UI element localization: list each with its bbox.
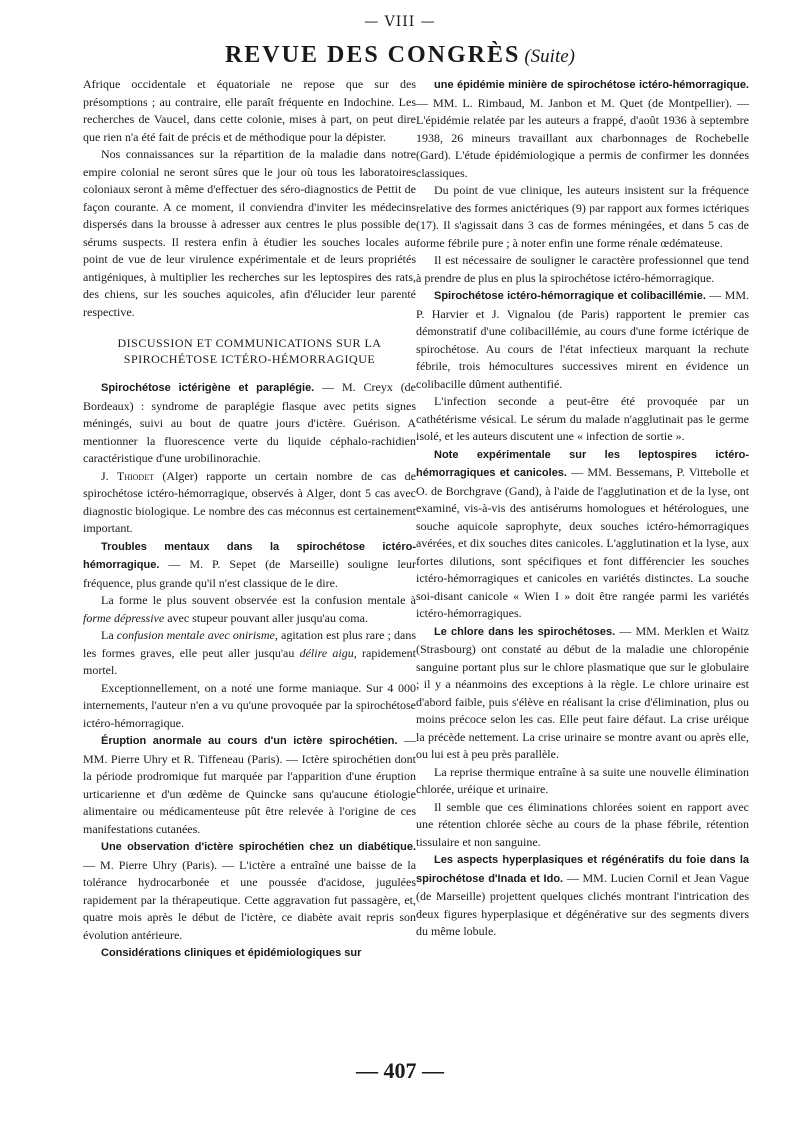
communication-author: — MM. P. Harvier et J. Vignalou bbox=[416, 288, 749, 321]
right-column bbox=[416, 76, 749, 941]
paragraph-text: La bbox=[101, 628, 114, 642]
communication-entry bbox=[416, 623, 749, 764]
communication-author: — M. P. Sepet bbox=[168, 557, 257, 571]
section-heading-line: DISCUSSION ET COMMUNICATIONS SUR LA bbox=[117, 336, 382, 350]
communication-entry bbox=[83, 538, 416, 593]
paragraph-text: avec stupeur pouvant aller jusqu'au coma. bbox=[167, 610, 368, 625]
paragraph bbox=[83, 468, 416, 538]
communication-entry bbox=[416, 287, 749, 393]
suite-label: (Suite) bbox=[524, 46, 576, 67]
italic-phrase: confusion mentale avec onirisme, bbox=[116, 628, 278, 642]
paragraph: Du point de vue clinique, les auteurs insistent sur la fréquence relative des formes anictériques (9) par rapport aux formes ictériques (17). Il s'agissait dans 3 cas de formes méningées, et dans 5 cas de forme fébrile pure ; à noter enfin une forme rénale œdémateuse. bbox=[416, 183, 749, 250]
communication-entry bbox=[416, 446, 749, 623]
communication-entry bbox=[83, 944, 416, 963]
communication-author: — MM. Bessemans, P. Vittebolle et O. de Borchgrave bbox=[416, 465, 749, 498]
communication-title: Troubles mentaux dans la spirochétose ictéro-hémorragique. bbox=[83, 540, 416, 571]
communication-text: (Strasbourg) ont constaté au début de la maladie une chloropénie sanguine portant plus sur le chlore plasmatique que sur le globulaire ; il y a néanmoins des exceptions à la règle. Le chlore urinaire est d'abord faible, puis s'élève en réalisant la crise d'élimination, plus ou moins précoce selon les cas. Elle peut faire défaut. La crise uréique la précède nettement. La crise urinaire se montre avant ou après elle, ou lui est à peu près parallèle. bbox=[416, 642, 749, 761]
communication-title: Note expérimentale sur les leptospires ictéro-hémorragiques et canicoles. bbox=[416, 448, 749, 479]
communication-title: Le chlore dans les spirochétoses. bbox=[434, 625, 616, 638]
communication-text: (de Marseille) souligne leur fréquence, plus grande qu'il n'est classique de le dire. bbox=[83, 557, 416, 590]
communication-author: — MM. L. Rimbaud, M. Janbon et M. Quet bbox=[416, 95, 644, 110]
paragraph-text: (Alger) rapporte un certain nombre de cas de spirochétose ictéro-hémorragique, observés à Alger, dont 5 cas avec diagnostic biologique. Le nombre des cas méconnus est certainement important. bbox=[83, 468, 416, 535]
paragraph-text: La forme le plus souvent observée est la confusion mentale à bbox=[101, 593, 416, 607]
communication-title: Éruption anormale au cours d'un ictère spirochétien. bbox=[101, 735, 398, 747]
paragraph bbox=[83, 627, 416, 680]
communication-entry bbox=[416, 851, 749, 941]
communication-title: Une observation d'ictère spirochétien chez un diabétique. bbox=[101, 841, 416, 853]
communication-text: (de Paris) rapportent le premier cas démonstratif d'une colibacillémie, au cours d'une forme ictérique de spirochétose. Au cours de l'état infectieux marquant la rechute fébrile, trois hémocultures successives mirent en évidence un colibacille dûment authentifié. bbox=[416, 306, 749, 391]
communication-text: (Paris). — L'ictère a entraîné une baisse de la tolérance hydrocarbonée et une poussée d'acidose, jugulées rapidement par la thérapeutique. Cette aggravation fut passagère, et, quatre mois après le début de l'ictère, ce diabète avait repris son évolution antérieure. bbox=[83, 857, 417, 942]
communication-author: — MM. Lucien Cornil et Jean Vague bbox=[566, 870, 750, 885]
paragraph: Afrique occidentale et équatoriale ne repose que sur des présomptions ; au contraire, elle paraît fréquente en Indochine. Les recherches de Vaucel, dans cette colonie, mises à part, on peut dire que rien n'a été fait de précis et de méthodique pour la dépister. bbox=[83, 77, 416, 144]
communication-entry bbox=[83, 379, 416, 468]
page-roman-number: — VIII — bbox=[364, 14, 436, 30]
paragraph-text: agitation est plus rare ; dans les formes graves, elle peut aller jusqu'au bbox=[83, 628, 416, 660]
communication-entry bbox=[83, 838, 416, 944]
communication-entry bbox=[83, 732, 416, 838]
paragraph: Il est nécessaire de souligner le caractère professionnel que tend à prendre de plus en plus la spirochétose ictéro-hémorragique. bbox=[416, 253, 749, 285]
communication-text: (Gand), à l'aide de l'agglutination et de la lyse, ont examiné, vis-à-vis des antisérums homologues et hétérologues, une souche aquicole saprophyte, deux souches ictéro-hémorragiques avérées, et dix souches dites canicoles. L'agglutination et la lyse, aux fortes dilutions, sont spécifiques et font différencier les souches ictéro-hémorragiques et canicoles en variétés distinctes. La souche soi-disant canicole « Wien I » doit être rangée parmi les variétés ictéro-hémorragiques. bbox=[416, 483, 750, 620]
italic-phrase: forme dépressive bbox=[83, 610, 165, 625]
communication-title: une épidémie minière de spirochétose ictéro-hémorragique. bbox=[434, 79, 749, 91]
communication-title: Considérations cliniques et épidémiologiques sur bbox=[101, 947, 362, 959]
communication-author: — MM. Merklen et Waitz bbox=[619, 623, 750, 638]
communication-text: (Paris). — Ictère spirochétien dont la période prodromique fut marquée par l'apparition d'une éruption urticarienne et d'un œdème de Quincke sans qu'aucune étiologie alimentaire ou médicamenteuse pût être relevée à l'origine de ces manifestations cutanées. bbox=[83, 751, 416, 836]
paragraph bbox=[83, 592, 416, 627]
section-heading bbox=[83, 335, 416, 367]
communication-entry bbox=[416, 76, 749, 182]
communication-text: (de Bordeaux) : syndrome de paraplégie flasque avec petits signes méningés, suivi au bout de quatre jours d'ictère. Guérison. A mentionner la fluorescence verte du liquide céphalo-rachidien caractéristique d'une urobilinorachie. bbox=[83, 380, 417, 465]
journal-section-title: REVUE DES CONGRÈS bbox=[224, 42, 521, 68]
section-heading-line: SPIROCHÉTOSE ICTÉRO-HÉMORRAGIQUE bbox=[123, 352, 376, 366]
paragraph: Nos connaissances sur la répartition de la maladie dans notre empire colonial ne seront sûres que le jour où tous les laboratoires coloniaux seront à même d'effectuer des séro-diagnostics de Pettit de façon courante. A ce moment, il conviendra d'inviter les médecins dispersés dans la brousse à adresser aux centres le plus possible de sérums suspects. Il restera enfin à étudier les souches locales au point de vue de leur virulence expérimentale et de leurs propriétés antigéniques, à multiplier les recherches sur les leptospires des rats, des chiens, sur les souches aquicoles, afin d'élucider leur parenté respective. bbox=[83, 147, 416, 319]
communication-author: — M. Pierre Uhry bbox=[83, 857, 178, 872]
communication-text: (de Montpellier). — L'épidémie relatée par les auteurs a frappé, d'août 1936 à septembre 1938, 26 mineurs travaillant aux charbonnages de Rochebelle (Gard). L'étude épidémiologique a permis de confirmer les données classiques. bbox=[416, 95, 750, 180]
communication-author: — MM. Pierre Uhry et R. Tiffeneau bbox=[83, 733, 416, 766]
communication-title: Les aspects hyperplasiques et régénératifs du foie dans la spirochétose d'Inada et Ido. bbox=[416, 854, 749, 885]
paragraph: Il semble que ces éliminations chlorées soient en rapport avec une rétention chlorée sèche au cours de la phase fébrile, rétention tissulaire et non sanguine. bbox=[416, 799, 749, 849]
communication-author: — M. Creyx bbox=[322, 380, 393, 394]
communication-text: (de Marseille) projettent quelques clichés montrant l'intrication des deux figures hyperplasique et dégénérative sur des segments divers du même lobule. bbox=[416, 889, 749, 938]
paragraph: Exceptionnellement, on a noté une forme maniaque. Sur 4 000 internements, l'auteur n'en a vu qu'une provoquée par la spirochétose ictéro-hémorragique. bbox=[83, 680, 416, 730]
paragraph-text: rapidement mortel. bbox=[83, 645, 417, 677]
page-number: — 407 — bbox=[356, 1058, 444, 1083]
left-column bbox=[83, 76, 416, 963]
paragraph: La reprise thermique entraîne à sa suite une nouvelle élimination chlorée, uréique et urinaire. bbox=[416, 764, 749, 796]
communication-title: Spirochétose ictéro-hémorragique et colibacillémie. bbox=[434, 290, 706, 302]
author-name: J. Thiodet bbox=[101, 468, 154, 483]
communication-title: Spirochétose ictérigène et paraplégie. bbox=[101, 382, 315, 394]
paragraph: L'infection seconde a peut-être été provoquée par un cathétérisme vésical. Le sérum du malade n'agglutinait pas le germe isolé, et les auteurs discutent une « infection de sortie ». bbox=[416, 394, 749, 443]
page-header bbox=[0, 42, 800, 69]
italic-phrase: délire aigu, bbox=[299, 645, 357, 660]
